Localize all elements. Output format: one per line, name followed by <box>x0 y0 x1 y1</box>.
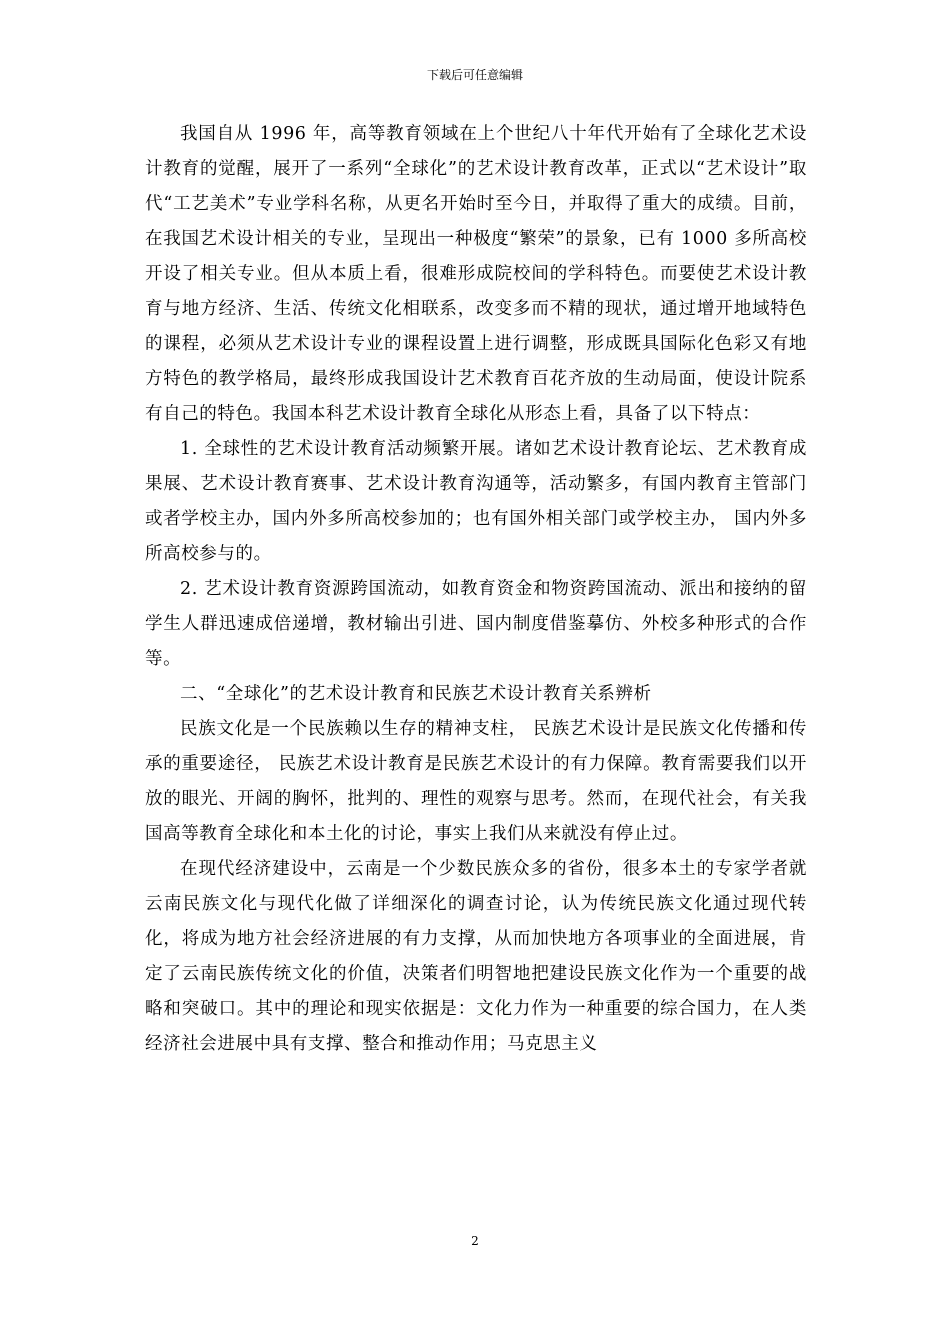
page-header: 下载后可任意编辑 <box>426 68 523 82</box>
paragraph-yunnan: 在现代经济建设中，云南是一个少数民族众多的省份，很多本土的专家学者就云南民族文化与现代化做了详细深化的调查讨论，认为传统民族文化通过现代转化，将成为地方社会经济进展的有力支撑，从而加快地方各项事业的全面进展，肯定了云南民族传统文化的价值，决策者们明智地把建设民族文化作为一个重要的战略和突破口。其中的理论和现实依据是：文化力作为一种重要的综合国力，在人类经济社会进展中具有支撑、整合和推动作用；马克思主义 <box>145 859 807 1054</box>
document-body <box>145 117 807 1062</box>
paragraph-point-2: 2. 艺术设计教育资源跨国流动，如教育资金和物资跨国流动、派出和接纳的留学生人群迅速成倍递增，教材输出引进、国内制度借鉴摹仿、外校多种形式的合作等。 <box>145 579 807 669</box>
page-number: 2 <box>471 1234 479 1248</box>
paragraph-point-1: 1. 全球性的艺术设计教育活动频繁开展。诸如艺术设计教育论坛、艺术教育成果展、艺术设计教育赛事、艺术设计教育沟通等，活动繁多，有国内教育主管部门或者学校主办，国内外多所高校参加的；也有国外相关部门或学校主办， 国内外多所高校参与的。 <box>145 439 807 564</box>
paragraph-intro: 我国自从 1996 年，高等教育领域在上个世纪八十年代开始有了全球化艺术设计教育的觉醒，展开了一系列“全球化”的艺术设计教育改革，正式以“艺术设计”取代“工艺美术”专业学科名称，从更名开始时至今日，并取得了重大的成绩。目前，在我国艺术设计相关的专业，呈现出一种极度“繁荣”的景象，已有 1000 多所高校开设了相关专业。但从本质上看，很难形成院校间的学科特色。而要使艺术设计教育与地方经济、生活、传统文化相联系，改变多而不精的现状，通过增开地域特色的课程，必须从艺术设计专业的课程设置上进行调整，形成既具国际化色彩又有地方特色的教学格局，最终形成我国设计艺术教育百花齐放的生动局面，使设计院系有自己的特色。我国本科艺术设计教育全球化从形态上看，具备了以下特点： <box>145 124 807 424</box>
paragraph-culture: 民族文化是一个民族赖以生存的精神支柱， 民族艺术设计是民族文化传播和传承的重要途径， 民族艺术设计教育是民族艺术设计的有力保障。教育需要我们以开放的眼光、开阔的胸怀，批判的、理性的观察与思考。然而，在现代社会，有关我国高等教育全球化和本土化的讨论，事实上我们从来就没有停止过。 <box>145 719 807 844</box>
section-heading: 二、“全球化”的艺术设计教育和民族艺术设计教育关系辨析 <box>180 684 652 704</box>
